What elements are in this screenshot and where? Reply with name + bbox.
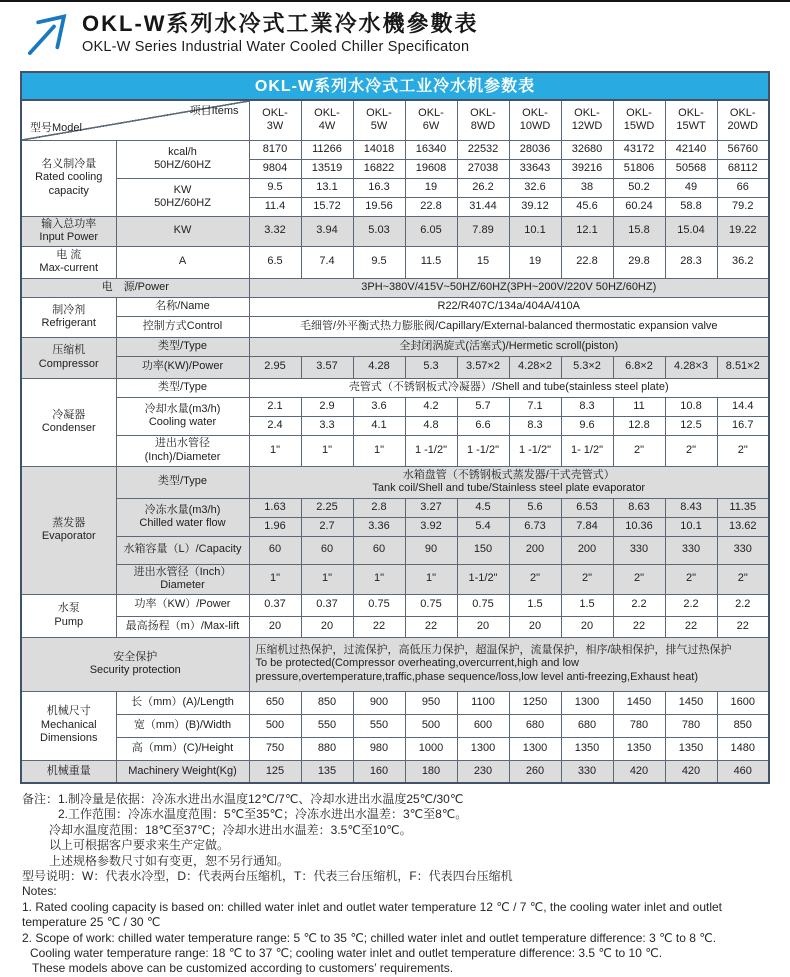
spec-value-cell: OKL- 6W [405, 100, 457, 140]
sub-label-length: 长（mm）(A)/Length [116, 691, 249, 714]
spec-value-cell: 4.28×3 [665, 356, 717, 378]
note-line: Notes: [22, 884, 57, 899]
spec-value-cell: 160 [353, 760, 405, 783]
note-line: 备注：1.制冷量是依据：冷冻水进出水温度12℃/7℃、冷却水进出水温度25℃/30℃ [22, 792, 464, 806]
spec-value-cell: 4.1 [353, 416, 405, 435]
spec-row [21, 100, 769, 140]
spec-value-cell: 6.53 [561, 498, 613, 517]
spec-value-cell: 1 -1/2" [457, 435, 509, 466]
spec-value-cell: 650 [249, 691, 301, 714]
spec-value-cell: 2.4 [249, 416, 301, 435]
spec-value-cell: 1600 [717, 691, 769, 714]
spec-value-cell: 4.8 [405, 416, 457, 435]
spec-value-cell: 16822 [353, 159, 405, 178]
spec-value-cell: 500 [249, 714, 301, 737]
spec-value-cell: 330 [665, 536, 717, 564]
spec-value-cell: 6.5 [249, 246, 301, 278]
spec-row [21, 337, 769, 356]
spec-value-cell: 3.32 [249, 216, 301, 246]
spec-value-cell: 3.94 [301, 216, 353, 246]
corner-cell [21, 100, 249, 140]
spec-value-cell: 1.96 [249, 517, 301, 536]
spec-value-cell: 13.62 [717, 517, 769, 536]
spec-value-cell: 8.63 [613, 498, 665, 517]
spec-row [21, 397, 769, 416]
spec-value-cell: 550 [353, 714, 405, 737]
spec-value-cell: 22.8 [561, 246, 613, 278]
spec-value-cell: 19.56 [353, 197, 405, 216]
spec-value-cell: 1" [405, 564, 457, 594]
spec-value-cell: 11266 [301, 140, 353, 159]
spec-value-cell: 10.36 [613, 517, 665, 536]
spec-value-cell: 13519 [301, 159, 353, 178]
spec-value-cell: 950 [405, 691, 457, 714]
spec-value-cell: 51806 [613, 159, 665, 178]
spec-value-cell: 28036 [509, 140, 561, 159]
spec-value-cell: OKL- 12WD [561, 100, 613, 140]
sub-label-chilled-water: 冷冻水量(m3/h) Chilled water flow [116, 498, 249, 536]
row-label-compressor: 压缩机 Compressor [21, 337, 116, 378]
spec-value-cell: 60 [249, 536, 301, 564]
spec-value-cell: 230 [457, 760, 509, 783]
spec-value-cell: 3.57 [301, 356, 353, 378]
page-header [0, 2, 790, 59]
spec-row [21, 435, 769, 466]
row-label-evaporator: 蒸发器 Evaporator [21, 466, 116, 594]
spec-value-cell: 460 [717, 760, 769, 783]
spec-value-cell: 2" [613, 564, 665, 594]
spec-value-cell: 60 [301, 536, 353, 564]
note-line: 以上可根据客户要求来生产定做。 [49, 838, 230, 853]
spec-value-cell: OKL- 15WD [613, 100, 665, 140]
spec-value-cell: 14.4 [717, 397, 769, 416]
spec-value-cell: 32.6 [509, 178, 561, 197]
spec-value-cell: 20 [249, 616, 301, 637]
spec-value-cell: 10.1 [665, 517, 717, 536]
spec-value-cell: 58.8 [665, 197, 717, 216]
sub-label-pipe-diameter: 进出水管径（Inch） Diameter [116, 564, 249, 594]
sub-label-height: 高（mm）(C)/Height [116, 737, 249, 760]
spec-value-cell: 2.25 [301, 498, 353, 517]
spec-value-cell: 1" [353, 435, 405, 466]
spec-value-cell: 20 [301, 616, 353, 637]
sub-label-pipe-diameter: 进出水管径 (Inch)/Diameter [116, 435, 249, 466]
note-line: 1. Rated cooling capacity is based on: chilled water inlet and outlet water temperature 12 ℃ / 7 ℃, the cooling water inlet and outlet [22, 899, 723, 914]
spec-value-cell: 39.12 [509, 197, 561, 216]
note-line: 上述规格参数尺寸如有变更，恕不另行通知。 [49, 853, 290, 868]
unit-label: KW [116, 216, 249, 246]
spec-value-cell: 43172 [613, 140, 665, 159]
spec-value-cell: 11 [613, 397, 665, 416]
spec-value-cell: 29.8 [613, 246, 665, 278]
spec-value-cell: 2.95 [249, 356, 301, 378]
spec-value-cell: 2" [613, 435, 665, 466]
spec-value-cell: 31.44 [457, 197, 509, 216]
spec-value-cell: 8.3 [561, 397, 613, 416]
spec-value-cell: 11.4 [249, 197, 301, 216]
spec-row [21, 536, 769, 564]
sub-label-weight: Machinery Weight(Kg) [116, 760, 249, 783]
spec-value-cell: 750 [249, 737, 301, 760]
spec-value-cell: 2.1 [249, 397, 301, 416]
spec-value-cell: 9.5 [353, 246, 405, 278]
title-block [82, 7, 479, 55]
spec-value-cell: 7.4 [301, 246, 353, 278]
unit-label: A [116, 246, 249, 278]
corner-model-label: 型号Model [30, 122, 82, 135]
spec-value-cell: 880 [301, 737, 353, 760]
spec-value-cell: 500 [405, 714, 457, 737]
spec-value-cell: 5.6 [509, 498, 561, 517]
spec-row [21, 564, 769, 594]
compressor-type-value: 全封闭涡旋式(活塞式)/Hermetic scroll(piston) [249, 337, 769, 356]
spec-value-cell: 15 [457, 246, 509, 278]
spec-value-cell: 50.2 [613, 178, 665, 197]
note-line: temperature 25 ℃ / 30 ℃ [22, 915, 161, 930]
spec-value-cell: 49 [665, 178, 717, 197]
row-label-dimensions: 机械尺寸 Mechanical Dimensions [21, 691, 116, 760]
note-line: 冷却水温度范围：18℃至37℃；冷却水进出水温差：3.5℃至10℃。 [49, 822, 412, 837]
spec-value-cell: 5.3 [405, 356, 457, 378]
sub-label-comp-power: 功率(KW)/Power [116, 356, 249, 378]
page-subtitle: OKL-W Series Industrial Water Cooled Chiller Specificaton [82, 39, 470, 55]
spec-value-cell: 550 [301, 714, 353, 737]
note-line: 2. Scope of work: chilled water temperature range: 5 ℃ to 35 ℃; chilled water inlet and outlet temperature difference: 3 ℃ to 8 ℃. [22, 930, 717, 945]
spec-row [21, 637, 769, 691]
spec-value-cell: 8.43 [665, 498, 717, 517]
spec-value-cell: 3.3 [301, 416, 353, 435]
spec-value-cell: 12.8 [613, 416, 665, 435]
spec-row [21, 378, 769, 397]
row-label-max-current: 电 流 Max-current [21, 246, 116, 278]
spec-value-cell: 180 [405, 760, 457, 783]
spec-value-cell: 2.2 [665, 594, 717, 616]
spec-row [21, 140, 769, 159]
spec-value-cell: 9804 [249, 159, 301, 178]
spec-value-cell: 11.5 [405, 246, 457, 278]
condenser-type-value: 壳管式（不锈钢板式冷凝器）/Shell and tube(stainless steel plate) [249, 378, 769, 397]
row-label-input-power: 输入总功率 Input Power [21, 216, 116, 246]
sub-label-control: 控制方式Control [116, 316, 249, 337]
spec-value-cell: 1.5 [561, 594, 613, 616]
spec-value-cell: 125 [249, 760, 301, 783]
spec-value-cell: 4.28×2 [509, 356, 561, 378]
spec-value-cell: 6.73 [509, 517, 561, 536]
spec-value-cell: 50568 [665, 159, 717, 178]
spec-value-cell: 2" [717, 435, 769, 466]
spec-value-cell: 330 [717, 536, 769, 564]
spec-row [21, 297, 769, 316]
spec-value-cell: 19608 [405, 159, 457, 178]
spec-value-cell: 3.27 [405, 498, 457, 517]
spec-value-cell: 680 [561, 714, 613, 737]
spec-value-cell: 850 [717, 714, 769, 737]
spec-value-cell: 1-1/2" [457, 564, 509, 594]
spec-value-cell: 6.05 [405, 216, 457, 246]
spec-value-cell: 22 [353, 616, 405, 637]
spec-table [20, 99, 770, 784]
spec-value-cell: OKL- 15WT [665, 100, 717, 140]
spec-value-cell: 2.2 [717, 594, 769, 616]
spec-value-cell: 135 [301, 760, 353, 783]
security-value: 压缩机过热保护，过流保护，高低压力保护，超温保护，流量保护，相序/缺相保护，排气过热保护 To be protected(Compressor overheating,overcurrent,high and low pressure,overtemperature,traffic,phase sequence/loss,low level anti-freezing,Exhaust heat) [249, 637, 769, 691]
spec-value-cell: 2.8 [353, 498, 405, 517]
spec-value-cell: 2.7 [301, 517, 353, 536]
spec-value-cell: 60.24 [613, 197, 665, 216]
spec-value-cell: 1000 [405, 737, 457, 760]
corner-items-label: 项目Items [189, 105, 239, 117]
spec-value-cell: 8.51×2 [717, 356, 769, 378]
spec-value-cell: 850 [301, 691, 353, 714]
spec-value-cell: 1350 [665, 737, 717, 760]
spec-value-cell: 1350 [561, 737, 613, 760]
spec-row [21, 498, 769, 517]
spec-value-cell: 20 [561, 616, 613, 637]
spec-value-cell: 12.5 [665, 416, 717, 435]
spec-value-cell: 8.3 [509, 416, 561, 435]
spec-row [21, 616, 769, 637]
note-line: 型号说明：W：代表水冷型，D：代表两台压缩机，T：代表三台压缩机，F：代表四台压缩机 [22, 869, 513, 884]
spec-value-cell: 38 [561, 178, 613, 197]
row-label-security: 安全保护 Security protection [21, 637, 249, 691]
sub-label-type: 类型/Type [116, 337, 249, 356]
row-label-rated-capacity: 名义制冷量 Rated cooling capacity [21, 140, 116, 216]
spec-value-cell: 1" [249, 435, 301, 466]
spec-value-cell: 1 -1/2" [405, 435, 457, 466]
spec-value-cell: 1.5 [509, 594, 561, 616]
spec-value-cell: 15.8 [613, 216, 665, 246]
spec-value-cell: 16.3 [353, 178, 405, 197]
spec-value-cell: 19 [509, 246, 561, 278]
sub-label-width: 宽（mm）(B)/Width [116, 714, 249, 737]
spec-value-cell: 0.75 [353, 594, 405, 616]
spec-value-cell: 420 [665, 760, 717, 783]
spec-value-cell: 20 [457, 616, 509, 637]
spec-value-cell: 200 [509, 536, 561, 564]
spec-value-cell: 1350 [613, 737, 665, 760]
spec-value-cell: OKL- 20WD [717, 100, 769, 140]
spec-value-cell: 200 [561, 536, 613, 564]
sub-label-type: 类型/Type [116, 466, 249, 498]
spec-value-cell: 15.04 [665, 216, 717, 246]
spec-value-cell: 22 [613, 616, 665, 637]
note-line: These models above can be customized according to customers’ requirements. [32, 961, 454, 976]
spec-value-cell: 5.7 [457, 397, 509, 416]
row-label-condenser: 冷凝器 Condenser [21, 378, 116, 466]
spec-value-cell: 15.72 [301, 197, 353, 216]
spec-value-cell: 1" [301, 435, 353, 466]
spec-value-cell: 22 [665, 616, 717, 637]
spec-value-cell: 420 [613, 760, 665, 783]
refrigerant-name-value: R22/R407C/134a/404A/410A [249, 297, 769, 316]
spec-value-cell: OKL- 10WD [509, 100, 561, 140]
spec-row [21, 737, 769, 760]
spec-value-cell: 66 [717, 178, 769, 197]
row-label-pump: 水泵 Pump [21, 594, 116, 637]
unit-label-kw: KW 50HZ/60HZ [116, 178, 249, 216]
page-title: OKL-W系列水冷式工業冷水機參數表 [82, 11, 479, 36]
arrow-logo-icon [24, 9, 74, 59]
spec-value-cell: 7.89 [457, 216, 509, 246]
spec-value-cell: 0.37 [249, 594, 301, 616]
spec-value-cell: 4.28 [353, 356, 405, 378]
spec-value-cell: 3.92 [405, 517, 457, 536]
spec-value-cell: 1" [249, 564, 301, 594]
spec-value-cell: 12.1 [561, 216, 613, 246]
spec-value-cell: 22532 [457, 140, 509, 159]
spec-value-cell: 3.6 [353, 397, 405, 416]
spec-value-cell: 780 [665, 714, 717, 737]
spec-value-cell: 4.2 [405, 397, 457, 416]
spec-value-cell: 79.2 [717, 197, 769, 216]
spec-value-cell: 0.75 [405, 594, 457, 616]
spec-value-cell: 16.7 [717, 416, 769, 435]
spec-value-cell: 27038 [457, 159, 509, 178]
spec-value-cell: 6.6 [457, 416, 509, 435]
spec-value-cell: 0.75 [457, 594, 509, 616]
spec-value-cell: 1- 1/2" [561, 435, 613, 466]
spec-value-cell: 68112 [717, 159, 769, 178]
spec-row [21, 316, 769, 337]
notes [22, 792, 768, 977]
spec-value-cell: 20 [509, 616, 561, 637]
control-value: 毛细管/外平衡式热力膨胀阀/Capillary/External-balanced thermostatic expansion valve [249, 316, 769, 337]
spec-value-cell: OKL- 5W [353, 100, 405, 140]
spec-value-cell: 1.63 [249, 498, 301, 517]
evaporator-type-value: 水箱盘管（不锈钢板式蒸发器/干式壳管式） Tank coil/Shell and tube/Stainless steel plate evaporator [249, 466, 769, 498]
spec-value-cell: 10.8 [665, 397, 717, 416]
spec-row [21, 178, 769, 197]
spec-value-cell: 7.1 [509, 397, 561, 416]
spec-row [21, 594, 769, 616]
spec-value-cell: 5.4 [457, 517, 509, 536]
spec-value-cell: 33643 [509, 159, 561, 178]
spec-value-cell: 1 -1/2" [509, 435, 561, 466]
sub-label-max-lift: 最高扬程（m）/Max-lift [116, 616, 249, 637]
spec-value-cell: OKL- 8WD [457, 100, 509, 140]
spec-value-cell: 7.84 [561, 517, 613, 536]
spec-value-cell: OKL- 4W [301, 100, 353, 140]
spec-value-cell: 980 [353, 737, 405, 760]
spec-value-cell: 13.1 [301, 178, 353, 197]
row-label-power-source: 电 源/Power [21, 278, 249, 297]
spec-value-cell: 900 [353, 691, 405, 714]
spec-value-cell: 9.5 [249, 178, 301, 197]
spec-value-cell: 32680 [561, 140, 613, 159]
spec-value-cell: 2.2 [613, 594, 665, 616]
spec-row [21, 760, 769, 783]
spec-value-cell: 6.8×2 [613, 356, 665, 378]
spec-value-cell: 4.5 [457, 498, 509, 517]
spec-value-cell: 3.57×2 [457, 356, 509, 378]
spec-value-cell: 1300 [561, 691, 613, 714]
spec-row [21, 356, 769, 378]
sub-label-type: 类型/Type [116, 378, 249, 397]
spec-row [21, 714, 769, 737]
spec-value-cell: 330 [561, 760, 613, 783]
spec-value-cell: 2" [665, 564, 717, 594]
spec-value-cell: 680 [509, 714, 561, 737]
spec-value-cell: 2.9 [301, 397, 353, 416]
spec-value-cell: 5.03 [353, 216, 405, 246]
spec-value-cell: 56760 [717, 140, 769, 159]
spec-value-cell: 42140 [665, 140, 717, 159]
spec-value-cell: 8170 [249, 140, 301, 159]
note-line: 2.工作范围：冷冻水温度范围：5℃至35℃；冷冻水进出水温差：3℃至8℃。 [58, 807, 468, 822]
row-label-weight: 机械重量 [21, 760, 116, 783]
spec-value-cell: 3.36 [353, 517, 405, 536]
spec-value-cell: 600 [457, 714, 509, 737]
spec-value-cell: 90 [405, 536, 457, 564]
spec-row [21, 691, 769, 714]
spec-value-cell: 150 [457, 536, 509, 564]
spec-value-cell: 260 [509, 760, 561, 783]
spec-value-cell: 26.2 [457, 178, 509, 197]
spec-value-cell: 19 [405, 178, 457, 197]
spec-table-section [20, 71, 770, 784]
sub-label-name: 名称/Name [116, 297, 249, 316]
spec-value-cell: 1450 [613, 691, 665, 714]
spec-value-cell: 28.3 [665, 246, 717, 278]
spec-value-cell: 1450 [665, 691, 717, 714]
spec-value-cell: 22.8 [405, 197, 457, 216]
spec-value-cell: 1250 [509, 691, 561, 714]
spec-value-cell: 780 [613, 714, 665, 737]
spec-value-cell: 5.3×2 [561, 356, 613, 378]
spec-value-cell: 2" [665, 435, 717, 466]
sub-label-tank-capacity: 水箱容量（L）/Capacity [116, 536, 249, 564]
spec-value-cell: 39216 [561, 159, 613, 178]
spec-value-cell: OKL- 3W [249, 100, 301, 140]
power-source-value: 3PH~380V/415V~50HZ/60HZ(3PH~200V/220V 50HZ/60HZ) [249, 278, 769, 297]
spec-value-cell: 1" [301, 564, 353, 594]
spec-value-cell: 45.6 [561, 197, 613, 216]
spec-value-cell: 19.22 [717, 216, 769, 246]
spec-value-cell: 22 [717, 616, 769, 637]
unit-label-kcal: kcal/h 50HZ/60HZ [116, 140, 249, 178]
spec-value-cell: 11.35 [717, 498, 769, 517]
spec-value-cell: 10.1 [509, 216, 561, 246]
spec-value-cell: 1100 [457, 691, 509, 714]
spec-row [21, 278, 769, 297]
spec-value-cell: 1300 [457, 737, 509, 760]
sub-label-pump-power: 功率（KW）/Power [116, 594, 249, 616]
spec-value-cell: 330 [613, 536, 665, 564]
spec-value-cell: 2" [561, 564, 613, 594]
spec-value-cell: 16340 [405, 140, 457, 159]
row-label-refrigerant: 制冷剂 Refrigerant [21, 297, 116, 337]
spec-value-cell: 0.37 [301, 594, 353, 616]
spec-value-cell: 1300 [509, 737, 561, 760]
spec-value-cell: 22 [405, 616, 457, 637]
spec-value-cell: 1480 [717, 737, 769, 760]
spec-value-cell: 2" [717, 564, 769, 594]
spec-value-cell: 36.2 [717, 246, 769, 278]
note-line: Cooling water temperature range: 18 ℃ to 37 ℃; cooling water inlet and outlet temperature difference: 3.5 ℃ to 10 ℃. [30, 946, 663, 961]
table-title: OKL-W系列水冷式工业冷水机参数表 [20, 71, 770, 99]
spec-row [21, 246, 769, 278]
spec-value-cell: 14018 [353, 140, 405, 159]
spec-value-cell: 60 [353, 536, 405, 564]
spec-row [21, 466, 769, 498]
spec-value-cell: 1" [353, 564, 405, 594]
spec-row [21, 216, 769, 246]
spec-value-cell: 2" [509, 564, 561, 594]
sub-label-cooling-water: 冷却水量(m3/h) Cooling water [116, 397, 249, 435]
spec-value-cell: 9.6 [561, 416, 613, 435]
